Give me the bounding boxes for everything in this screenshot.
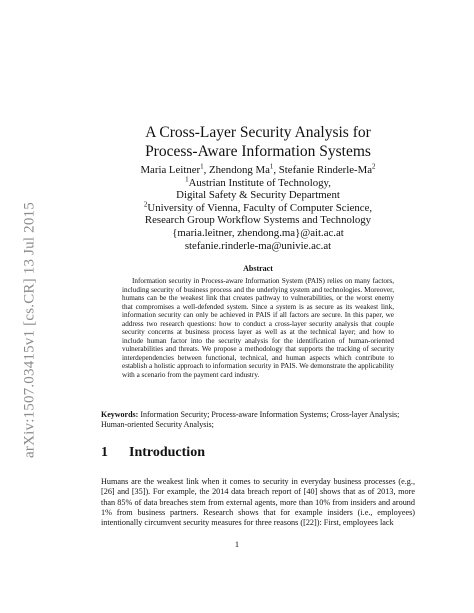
affiliation-2-line-1: $^2$University of Vienna, Faculty of Computer Science, <box>143 200 373 214</box>
keywords <box>101 410 415 430</box>
title-line-2: Process-Aware Information Systems <box>145 143 371 160</box>
abstract-heading: Abstract <box>243 264 273 273</box>
title-line-1: A Cross-Layer Security Analysis for <box>145 124 371 141</box>
affiliation-1-line-1: $^1$Austrian Institute of Technology, <box>185 175 331 189</box>
section-number: 1 <box>101 445 108 460</box>
keywords-text: Information Security; Process-aware Information Systems; Cross-layer Analysis; Human-oriented Security Analysis; <box>101 410 400 429</box>
author-email-2: stefanie.rinderle-ma@univie.ac.at <box>184 239 332 252</box>
paper-title <box>80 123 436 161</box>
author-names: Maria Leitner$^1$, Zhendong Ma$^1$, Stefanie Rinderle-Ma$^2$ <box>140 162 376 176</box>
section-title: Introduction <box>129 445 205 460</box>
arxiv-stamp <box>0 0 60 613</box>
author-email-1: {maria.leitner, zhendong.ma}@ait.ac.at <box>172 226 344 239</box>
abstract-text: Information security in Process-aware Information System (PAIS) relies on many factors, including security of business process and the underlying system and technologies. Moreover, humans can be the weakest link that creates pathway to vulnerabilities, or the worst enemy that compromises a well-defended system. Since a system is as secure as its weakest link, information security can only be achieved in PAIS if all factors are secure. In this paper, we address two research questions: how to conduct a cross-layer security analysis that couple security concerns at business process layer as well as at the technical layer; and how to include human factor into the security analysis for the identification of human-oriented vulnerabilities and threats. We propose a methodology that supports the tracking of security interdependencies between functional, technical, and human aspects which contribute to establish a holistic approach to information security in PAIS. We demonstrate the applicability with a scenario from the payment card industry. <box>122 277 394 380</box>
affiliation-2-line-2: Research Group Workflow Systems and Technology <box>144 214 372 227</box>
section-heading <box>101 444 415 462</box>
keywords-label: Keywords: <box>101 410 139 419</box>
arxiv-identifier: arXiv:1507.03415v1 [cs.CR] 13 Jul 2015 <box>21 202 38 458</box>
page-number: 1 <box>234 540 240 549</box>
author-block <box>80 164 436 252</box>
intro-paragraph: Humans are the weakest link when it comes to security in everyday business processes (e.g., [26] and [35]). For example, the 2014 data breach report of [40] shows that as of 2013, more than 85% of data breaches stem from external agents, more than 10% from insiders and around 1% from business partners. Research shows that for example insiders (i.e., employees) intentionally circumvent security measures for three reasons ([22]): First, employees lack <box>101 477 415 528</box>
affiliation-1-line-2: Digital Safety & Security Department <box>176 189 340 202</box>
